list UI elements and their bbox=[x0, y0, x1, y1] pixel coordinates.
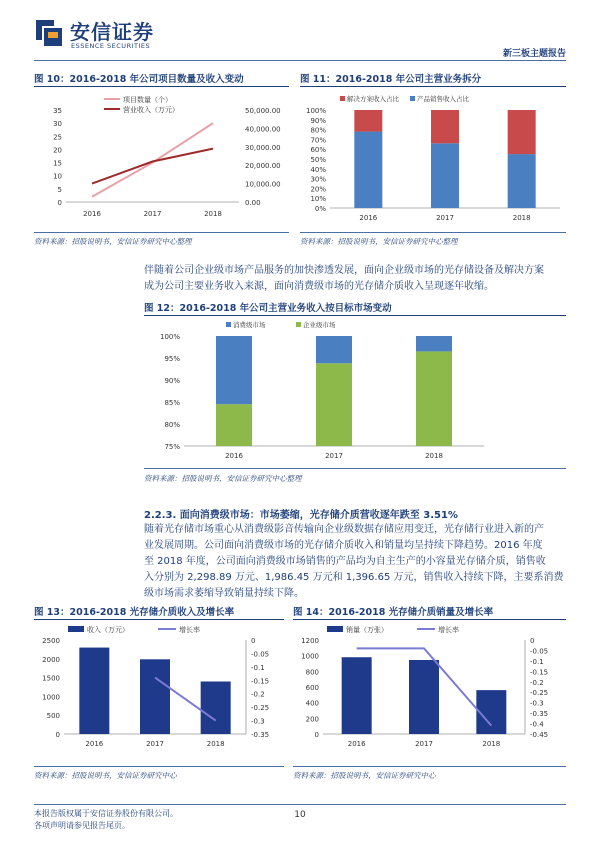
y-right-tick-label: -0.35 bbox=[530, 710, 549, 719]
bar-2016-series-2 bbox=[216, 336, 252, 404]
y-tick-label: 10% bbox=[310, 195, 326, 204]
y-tick-label: 90% bbox=[164, 377, 180, 385]
y-tick-label: 75% bbox=[164, 443, 180, 451]
brand-name-cn: 安信证券 bbox=[70, 20, 154, 44]
y-right-tick-label: 0.00 bbox=[245, 199, 261, 207]
legend-label: 收入（万元） bbox=[87, 626, 129, 634]
y-left-tick-label: 0 bbox=[314, 731, 319, 739]
y-tick-label: 85% bbox=[164, 399, 180, 407]
legend-swatch bbox=[226, 322, 231, 327]
y-right-tick-label: 50,000.00 bbox=[245, 107, 281, 115]
para1-line-2: 成为公司主要业务收入来源，面向消费级市场的光存储介质收入呈现逐年收缩。 bbox=[144, 281, 494, 292]
y-right-tick-label: -0.25 bbox=[251, 704, 270, 713]
bar-2017-series-1 bbox=[431, 143, 459, 208]
fig11-title-rule bbox=[300, 86, 566, 87]
fig13-chart bbox=[34, 622, 284, 762]
y-left-tick-label: 2000 bbox=[42, 655, 60, 664]
bar-2016 bbox=[79, 648, 109, 734]
y-right-tick-label: -0.3 bbox=[251, 717, 265, 726]
y-tick-label: 70% bbox=[310, 136, 326, 145]
fig14-bottom-rule bbox=[293, 766, 566, 767]
section-line-4: 入分别为 2,298.89 万元、1,986.45 万元和 1,396.65 万元，销售收入持续下降，主要系消费 bbox=[144, 572, 564, 583]
y-left-tick-label: 10 bbox=[53, 172, 62, 181]
y-left-tick-label: 500 bbox=[46, 712, 60, 721]
x-tick-label: 2018 bbox=[204, 210, 222, 218]
y-right-tick-label: -0.2 bbox=[251, 690, 265, 699]
legend-label: 消费级市场 bbox=[233, 321, 266, 329]
legend-swatch bbox=[68, 626, 84, 632]
y-left-tick-label: 15 bbox=[53, 159, 62, 168]
y-tick-label: 40% bbox=[310, 165, 326, 174]
legend-swatch bbox=[296, 322, 301, 327]
fig10-bottom-rule bbox=[34, 232, 289, 233]
section-line-3: 至 2018 年度，公司面向消费级市场销售的产品均为自主生产的小容量光存储介质，销售收 bbox=[144, 556, 546, 567]
y-right-tick-label: -0.05 bbox=[251, 650, 270, 659]
y-tick-label: 60% bbox=[310, 146, 326, 155]
y-left-tick-label: 0 bbox=[57, 199, 62, 207]
y-left-tick-label: 20 bbox=[53, 146, 62, 155]
x-tick-label: 2018 bbox=[512, 214, 531, 222]
y-right-tick-label: 0 bbox=[530, 637, 535, 645]
y-right-tick-label: -0.15 bbox=[251, 677, 270, 686]
y-left-tick-label: 1500 bbox=[42, 674, 60, 683]
bar-2018 bbox=[476, 690, 506, 734]
fig10-chart bbox=[34, 90, 289, 230]
fig12-source: 资料来源：招股说明书，安信证券研究中心整理 bbox=[144, 474, 302, 483]
y-tick-label: 100% bbox=[159, 333, 180, 341]
bar-2017 bbox=[409, 660, 439, 734]
y-tick-label: 100% bbox=[305, 107, 326, 115]
fig13-title-rule bbox=[34, 619, 284, 620]
y-tick-label: 50% bbox=[310, 156, 326, 164]
y-right-tick-label: -0.1 bbox=[530, 657, 544, 666]
y-right-tick-label: -0.05 bbox=[530, 647, 549, 656]
bar-2016-series-1 bbox=[216, 404, 252, 446]
y-tick-label: 20% bbox=[310, 185, 326, 194]
y-right-tick-label: -0.15 bbox=[530, 668, 549, 677]
footer-rule bbox=[34, 804, 566, 805]
fig10-title-rule bbox=[34, 86, 289, 87]
brand-name-en: ESSENCE SECURITIES bbox=[71, 42, 151, 50]
x-tick-label: 2017 bbox=[146, 740, 164, 748]
legend-label: 增长率 bbox=[179, 626, 200, 634]
y-right-tick-label: -0.45 bbox=[530, 731, 549, 739]
para1-line-1: 伴随着公司企业级市场产品服务的加快渗透发展，面向企业级市场的光存储设备及解决方案 bbox=[144, 265, 544, 276]
fig13-source: 资料来源：招股说明书，安信证券研究中心 bbox=[34, 771, 177, 780]
page-number: 10 bbox=[294, 810, 306, 820]
bar-2018-series-2 bbox=[416, 336, 452, 351]
section-line-1: 随着光存储市场重心从消费级影音传输向企业级数据存储应用变迁，光存储行业进入新的产 bbox=[144, 524, 544, 535]
y-left-tick-label: 0 bbox=[55, 731, 60, 739]
series-line-2 bbox=[92, 149, 213, 184]
y-left-tick-label: 600 bbox=[305, 684, 319, 692]
fig13-title: 图 13：2016-2018 光存储介质收入及增长率 bbox=[34, 607, 235, 618]
fig11-chart bbox=[300, 90, 566, 230]
bar-2016 bbox=[342, 657, 372, 734]
y-right-tick-label: 20,000.00 bbox=[245, 162, 281, 171]
y-right-tick-label: 0 bbox=[251, 637, 256, 645]
legend-label: 产品销售收入占比 bbox=[417, 95, 469, 103]
fig14-chart bbox=[293, 622, 566, 762]
y-left-tick-label: 30 bbox=[53, 120, 62, 129]
y-right-tick-label: -0.4 bbox=[530, 720, 544, 729]
fig10-title: 图 10：2016-2018 年公司项目数量及收入变动 bbox=[34, 74, 244, 85]
y-left-tick-label: 35 bbox=[53, 107, 62, 115]
bar-2017-series-2 bbox=[316, 336, 352, 363]
x-tick-label: 2016 bbox=[83, 210, 101, 218]
legend-label: 企业级市场 bbox=[303, 321, 336, 329]
x-tick-label: 2018 bbox=[482, 740, 501, 748]
fig12-chart bbox=[144, 318, 566, 466]
series-line-1 bbox=[92, 123, 213, 197]
y-tick-label: 80% bbox=[164, 421, 180, 429]
fig14-title-rule bbox=[293, 619, 566, 620]
y-right-tick-label: 10,000.00 bbox=[245, 180, 281, 189]
y-left-tick-label: 5 bbox=[57, 185, 62, 194]
y-right-tick-label: -0.3 bbox=[530, 699, 544, 708]
bar-2018-series-2 bbox=[508, 110, 536, 154]
fig12-bottom-rule bbox=[144, 468, 566, 469]
bar-2017 bbox=[140, 659, 170, 734]
x-tick-label: 2017 bbox=[415, 740, 433, 748]
bar-2018 bbox=[201, 681, 231, 734]
legend-label: 营业收入（万元） bbox=[123, 106, 179, 114]
x-tick-label: 2016 bbox=[347, 740, 366, 748]
y-tick-label: 90% bbox=[310, 116, 326, 125]
section-line-2: 业发展周期。公司面向消费级市场的光存储介质收入和销量均呈持续下降趋势。2016 年度 bbox=[144, 540, 543, 551]
fig13-bottom-rule bbox=[34, 766, 284, 767]
x-tick-label: 2018 bbox=[425, 452, 443, 460]
fig14-title: 图 14：2016-2018 光存储介质销量及增长率 bbox=[293, 607, 494, 618]
x-tick-label: 2016 bbox=[85, 740, 104, 748]
y-right-tick-label: -0.1 bbox=[251, 663, 265, 672]
bar-2018-series-1 bbox=[416, 351, 452, 446]
legend-label: 解决方案收入占比 bbox=[347, 95, 399, 103]
y-left-tick-label: 2500 bbox=[42, 637, 60, 645]
x-tick-label: 2016 bbox=[225, 452, 243, 460]
y-tick-label: 30% bbox=[310, 175, 326, 184]
y-right-tick-label: 30,000.00 bbox=[245, 143, 281, 152]
x-tick-label: 2018 bbox=[206, 740, 225, 748]
y-right-tick-label: -0.25 bbox=[530, 689, 549, 698]
brand-logo bbox=[34, 18, 64, 48]
y-left-tick-label: 800 bbox=[305, 668, 319, 677]
y-left-tick-label: 200 bbox=[305, 715, 319, 724]
y-right-tick-label: 40,000.00 bbox=[245, 125, 281, 134]
bar-2018-series-1 bbox=[508, 154, 536, 208]
bar-2016-series-2 bbox=[354, 110, 382, 132]
y-tick-label: 0% bbox=[314, 205, 326, 213]
legend-label: 项目数量（个） bbox=[123, 96, 172, 104]
legend-swatch bbox=[410, 96, 415, 101]
fig11-title: 图 11：2016-2018 年公司主营业务拆分 bbox=[300, 74, 482, 85]
legend-label: 增长率 bbox=[438, 626, 459, 634]
footer-disclaimer: 各项声明请参见报告尾页。 bbox=[34, 821, 130, 830]
x-tick-label: 2017 bbox=[436, 214, 454, 222]
fig10-source: 资料来源：招股说明书，安信证券研究中心整理 bbox=[34, 237, 192, 246]
legend-label: 销量（万张） bbox=[346, 626, 388, 634]
y-left-tick-label: 1000 bbox=[42, 693, 60, 702]
legend-swatch bbox=[327, 626, 343, 632]
y-tick-label: 95% bbox=[164, 355, 180, 363]
bar-2017-series-2 bbox=[431, 110, 459, 143]
y-right-tick-label: -0.35 bbox=[251, 731, 270, 739]
header-rule bbox=[34, 60, 566, 61]
section-line-5: 级市场需求萎缩导致销量持续下降。 bbox=[144, 588, 304, 599]
section-title: 2.2.3. 面向消费级市场：市场萎缩，光存储介质营收逐年跌至 3.51% bbox=[144, 510, 458, 521]
y-left-tick-label: 1000 bbox=[301, 652, 319, 661]
x-tick-label: 2016 bbox=[359, 214, 378, 222]
y-left-tick-label: 400 bbox=[305, 699, 319, 708]
report-type: 新三板主题报告 bbox=[502, 49, 566, 59]
legend-swatch bbox=[340, 96, 345, 101]
y-left-tick-label: 25 bbox=[53, 133, 62, 142]
fig12-title: 图 12：2016-2018 年公司主营业务收入按目标市场变动 bbox=[144, 303, 392, 314]
fig14-source: 资料来源：招股说明书，安信证券研究中心 bbox=[293, 771, 436, 780]
bar-2016-series-1 bbox=[354, 132, 382, 208]
fig11-bottom-rule bbox=[300, 232, 566, 233]
fig11-source: 资料来源：招股说明书，安信证券研究中心整理 bbox=[300, 237, 458, 246]
y-right-tick-label: -0.2 bbox=[530, 678, 544, 687]
footer-copyright: 本报告版权属于安信证券股份有限公司。 bbox=[34, 809, 178, 818]
x-tick-label: 2017 bbox=[325, 452, 343, 460]
fig12-title-rule bbox=[144, 315, 566, 316]
y-tick-label: 80% bbox=[310, 126, 326, 135]
bar-2017-series-1 bbox=[316, 363, 352, 446]
y-left-tick-label: 1200 bbox=[301, 637, 319, 645]
x-tick-label: 2017 bbox=[143, 210, 162, 218]
